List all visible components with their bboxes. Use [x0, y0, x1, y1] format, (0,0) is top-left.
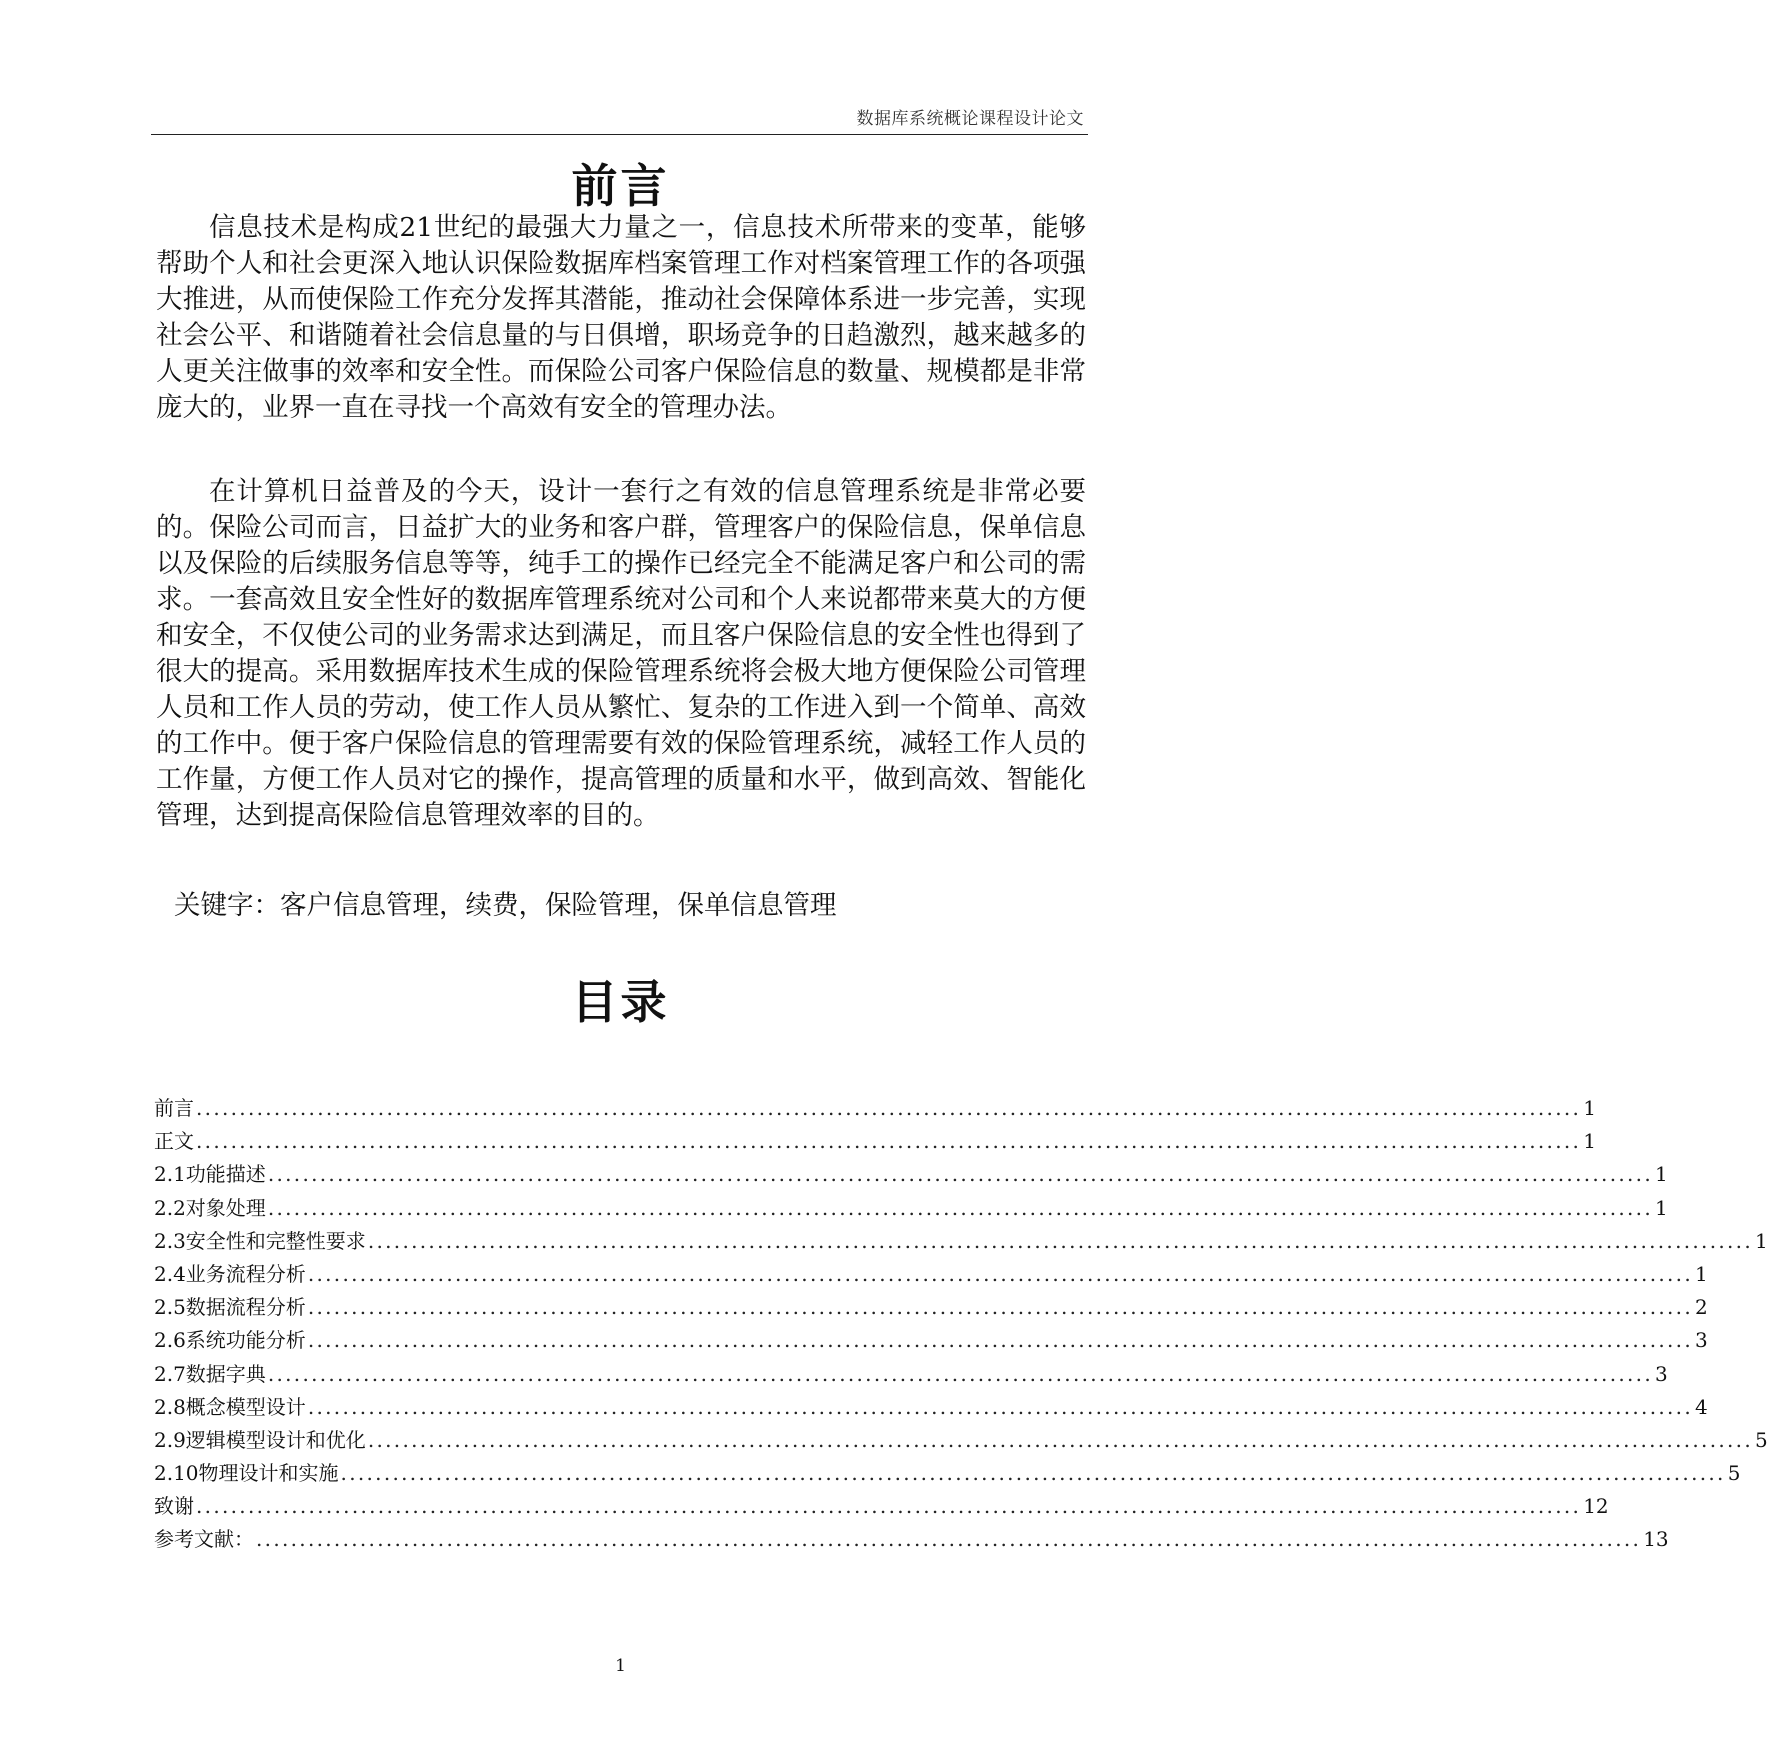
toc-entry-label: 2.3安全性和完整性要求 [154, 1228, 366, 1253]
toc-entry-page: 5 [1755, 1427, 1768, 1452]
toc-entry-page: 1 [1695, 1261, 1708, 1286]
toc-entry[interactable] [154, 1125, 1596, 1158]
toc-dot-leader: ................................................................................................................................................................ [267, 1162, 1653, 1187]
toc-entry-page: 13 [1643, 1527, 1669, 1552]
toc-entry[interactable] [154, 1457, 1741, 1490]
toc-entry-page: 1 [1755, 1228, 1768, 1253]
toc-entry-label: 2.9逻辑模型设计和优化 [154, 1427, 366, 1452]
toc-entry-page: 4 [1695, 1394, 1708, 1419]
toc-entry-page: 1 [1583, 1096, 1596, 1120]
toc-entry-label: 2.5数据流程分析 [154, 1295, 306, 1320]
toc-entry-label: 前言 [154, 1096, 194, 1120]
toc-entry-page: 1 [1655, 1195, 1668, 1220]
toc-dot-leader: ................................................................................................................................................................ [307, 1295, 1693, 1320]
toc-entry[interactable] [154, 1158, 1668, 1191]
toc-entry[interactable] [154, 1291, 1708, 1324]
toc-entry[interactable] [154, 1391, 1708, 1424]
running-title: 数据库系统概论课程设计论文 [856, 109, 1084, 129]
toc-entry-label: 2.4业务流程分析 [154, 1261, 306, 1286]
preface-paragraph-1: 信息技术是构成21世纪的最强大力量之一，信息技术所带来的变革，能够帮助个人和社会更深入地认识保险数据库档案管理工作对档案管理工作的各项强大推进，从而使保险工作充分发挥其潜能，推动社会保障体系进一步完善，实现社会公平、和谐随着社会信息量的与日俱增，职场竞争的日趋激烈，越来越多的人更关注做事的效率和安全性。而保险公司客户保险信息的数量、规模都是非常庞大的，业界一直在寻找一个高效有安全的管理办法。 [156, 212, 1086, 423]
toc-dot-leader: ................................................................................................................................................................ [307, 1394, 1693, 1419]
toc-entry-label: 正文 [154, 1129, 194, 1154]
toc-dot-leader: ................................................................................................................................................................ [196, 1129, 1582, 1154]
keywords-line: 关键字：客户信息管理，续费，保险管理，保单信息管理 [174, 890, 837, 921]
toc-entry-label: 2.7数据字典 [154, 1361, 266, 1386]
toc-dot-leader: ................................................................................................................................................................ [196, 1096, 1582, 1120]
toc-entry[interactable] [154, 1358, 1668, 1391]
toc-entry-label: 2.8概念模型设计 [154, 1394, 306, 1419]
toc-dot-leader: ................................................................................................................................................................ [307, 1261, 1693, 1286]
toc-entry[interactable] [154, 1225, 1768, 1258]
preface-paragraph-2: 在计算机日益普及的今天，设计一套行之有效的信息管理系统是非常必要的。保险公司而言，日益扩大的业务和客户群，管理客户的保险信息，保单信息以及保险的后续服务信息等等，纯手工的操作已经完全不能满足客户和公司的需求。一套高效且安全性好的数据库管理系统对公司和个人来说都带来莫大的方便和安全，不仅使公司的业务需求达到满足，而且客户保险信息的安全性也得到了很大的提高。采用数据库技术生成的保险管理系统将会极大地方便保险公司管理人员和工作人员的劳动，使工作人员从繁忙、复杂的工作进入到一个简单、高效的工作中。便于客户保险信息的管理需要有效的保险管理系统，减轻工作人员的工作量，方便工作人员对它的操作，提高管理的质量和水平，做到高效、智能化管理，达到提高保险信息管理效率的目的。 [156, 476, 1086, 831]
toc-dot-leader: ................................................................................................................................................................ [267, 1361, 1653, 1386]
toc-entry[interactable] [154, 1324, 1708, 1357]
toc-entry-label: 2.6系统功能分析 [154, 1328, 306, 1353]
page-number: 1 [615, 1656, 626, 1676]
toc-entry-page: 3 [1695, 1328, 1708, 1353]
toc-entry[interactable] [154, 1092, 1596, 1125]
toc-entry-page: 1 [1583, 1129, 1596, 1154]
toc-entry-page: 2 [1695, 1295, 1708, 1320]
table-of-contents [154, 1092, 1768, 1557]
toc-dot-leader: ................................................................................................................................................................ [256, 1527, 1642, 1552]
toc-entry[interactable] [154, 1424, 1768, 1457]
toc-entry-label: 2.1功能描述 [154, 1162, 266, 1187]
toc-dot-leader: ................................................................................................................................................................ [267, 1195, 1653, 1220]
toc-entry[interactable] [154, 1192, 1668, 1225]
toc-entry-page: 3 [1655, 1361, 1668, 1386]
preface-title: 前言 [571, 159, 670, 213]
toc-dot-leader: ................................................................................................................................................................ [367, 1228, 1753, 1253]
toc-dot-leader: ................................................................................................................................................................ [196, 1494, 1582, 1519]
toc-dot-leader: ................................................................................................................................................................ [340, 1461, 1726, 1486]
toc-entry-page: 5 [1727, 1461, 1741, 1486]
toc-entry[interactable] [154, 1490, 1609, 1523]
toc-dot-leader: ................................................................................................................................................................ [307, 1328, 1693, 1353]
toc-entry-page: 12 [1583, 1494, 1609, 1519]
toc-title: 目录 [571, 975, 670, 1029]
toc-entry-label: 2.2对象处理 [154, 1195, 266, 1220]
toc-entry-label: 参考文献： [154, 1527, 254, 1552]
toc-entry-label: 2.10物理设计和实施 [154, 1461, 339, 1486]
toc-entry-label: 致谢 [154, 1494, 194, 1519]
toc-entry-page: 1 [1655, 1162, 1668, 1187]
page-header [151, 104, 1088, 135]
toc-dot-leader: ................................................................................................................................................................ [367, 1427, 1753, 1452]
toc-entry[interactable] [154, 1523, 1669, 1556]
toc-entry[interactable] [154, 1258, 1708, 1291]
